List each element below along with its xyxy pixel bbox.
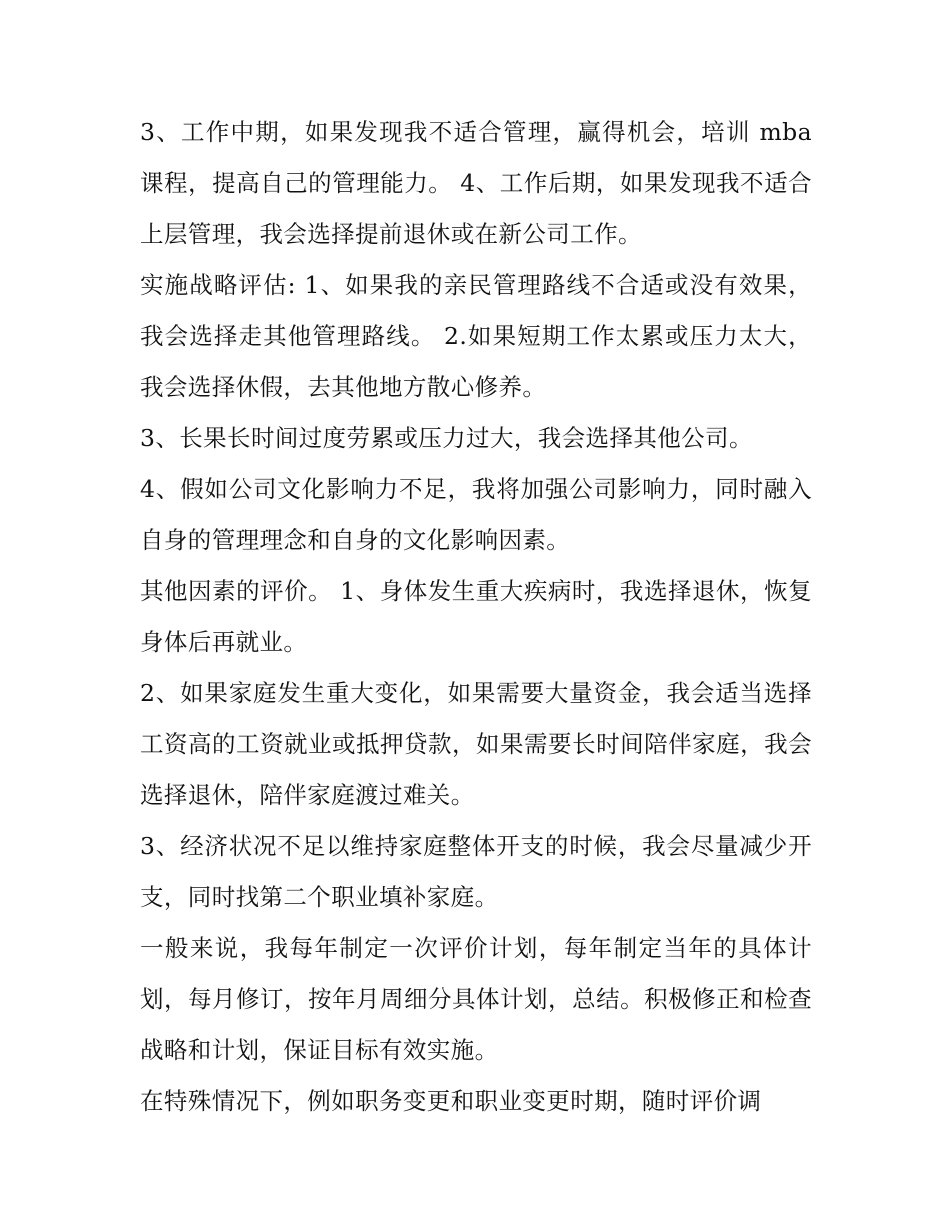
document-body: [140, 107, 812, 1127]
paragraph-economic-situation: 3、经济状况不足以维持家庭整体开支的时候，我会尽量减少开支，同时找第二个职业填补家庭。: [140, 832, 812, 911]
paragraph-annual-plan: 一般来说，我每年制定一次评价计划，每年制定当年的具体计划，每月修订，按年月周细分具体计划，总结。积极修正和检查战略和计划，保证目标有效实施。: [140, 934, 812, 1064]
paragraph-overwork: 3、长果长时间过度劳累或压力过大，我会选择其他公司。: [140, 424, 753, 452]
paragraph-company-culture: 4、假如公司文化影响力不足，我将加强公司影响力，同时融入自身的管理理念和自身的文化影响因素。: [140, 475, 812, 554]
paragraph-other-factors: 其他因素的评价。 1、身体发生重大疾病时，我选择退休，恢复身体后再就业。: [140, 577, 812, 656]
paragraph-strategy-evaluation: 实施战略评估: 1、如果我的亲民管理路线不合适或没有效果，我会选择走其他管理路线。 2.如果短期工作太累或压力太大，我会选择休假，去其他地方散心修养。: [140, 271, 812, 401]
paragraph-special-cases: 在特殊情况下，例如职务变更和职业变更时期，随时评价调: [140, 1087, 762, 1115]
paragraph-mid-career: 3、工作中期，如果发现我不适合管理，赢得机会，培训 mba 课程，提高自己的管理能力。 4、工作后期，如果发现我不适合上层管理，我会选择提前退休或在新公司工作。: [140, 118, 812, 248]
paragraph-family-change: 2、如果家庭发生重大变化，如果需要大量资金，我会适当选择工资高的工资就业或抵押贷款，如果需要长时间陪伴家庭，我会选择退休，陪伴家庭渡过难关。: [140, 679, 812, 809]
